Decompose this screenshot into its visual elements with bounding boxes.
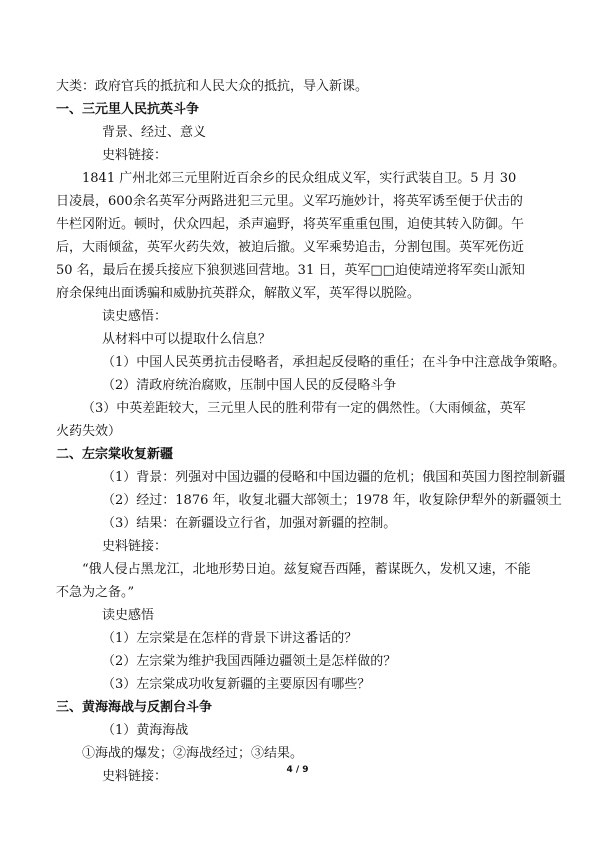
section1-subtopics: 背景、经过、意义 [102,125,207,140]
section2-point-2: （2）经过：1876 年，收复北疆大部领土；1978 年，收复除伊犁外的新疆领土 [102,493,562,508]
section2-source-label: 史料链接： [102,539,168,554]
section-heading-2: 二、左宗棠收复新疆 [56,447,174,462]
section1-answer-3: （3）中英差距较大，三元里人民的胜利带有一定的偶然性。（大雨倾盆，英军火药失效） [56,401,526,439]
section2-question-3: （3）左宗棠成功收复新疆的主要原因有哪些？ [102,677,371,692]
section3-sub1: （1）黄海海战 [102,723,189,738]
section3-source-label: 史料链接： [102,769,168,784]
page-number: 4 / 9 [286,765,309,775]
section2-quote: “俄人侵占黑龙江，北地形势日迫。兹复窥吾西陲，蓄谋既久，发机又速，不能不急为之备。” [56,562,531,600]
section1-answer-2: （2）清政府统治腐败，压制中国人民的反侵略斗争 [102,378,397,393]
section-heading-3: 三、黄海海战与反割台斗争 [56,700,213,715]
section2-point-3: （3）结果：在新疆设立行省，加强对新疆的控制。 [102,516,397,531]
section-heading-1: 一、三元里人民抗英斗争 [56,102,200,117]
section1-question: 从材料中可以提取什么信息？ [102,332,272,347]
section2-question-1: （1）左宗棠是在怎样的背景下讲这番话的？ [102,631,358,646]
section1-answer-1: （1）中国人民英勇抗击侵略者，承担起反侵略的重任；在斗争中注意战争策略。 [102,355,566,370]
section2-reflect-label: 读史感悟 [102,608,155,623]
section2-question-2: （2）左宗棠为维护我国西陲边疆领土是怎样做的？ [102,654,397,669]
intro-text: 大类：政府官兵的抵抗和人民大众的抵抗，导入新课。 [56,79,369,94]
section2-point-1: （1）背景：列强对中国边疆的侵略和中国边疆的危机；俄国和英国力图控制新疆 [102,470,566,485]
section3-sub1-points: ①海战的爆发；②海战经过；③结果。 [82,746,304,761]
section1-reflect-label: 读史感悟： [102,309,168,324]
section1-source-label: 史料链接： [102,148,168,163]
section1-source-text: 1841 广州北郊三元里附近百余乡的民众组成义军，实行武装自卫。5 月 30 日凌晨，600余名英军分两路进犯三元里。义军巧施妙计，将英军诱至便于伏击的牛栏冈附近。顿时，伏众四起，杀声遍野，将英军重重包围，迫使其转入防御。午后，大雨倾盆，英军火药失效，被迫后撤。义军乘势追击，分割包围。英军死伤近 50 名，最后在援兵接应下狼狈逃回营地。31 日，英军□□迫使靖逆将军奕山派知府余保纯出面诱骗和威胁抗英群众，解散义军，英军得以脱险。 [56,171,525,301]
